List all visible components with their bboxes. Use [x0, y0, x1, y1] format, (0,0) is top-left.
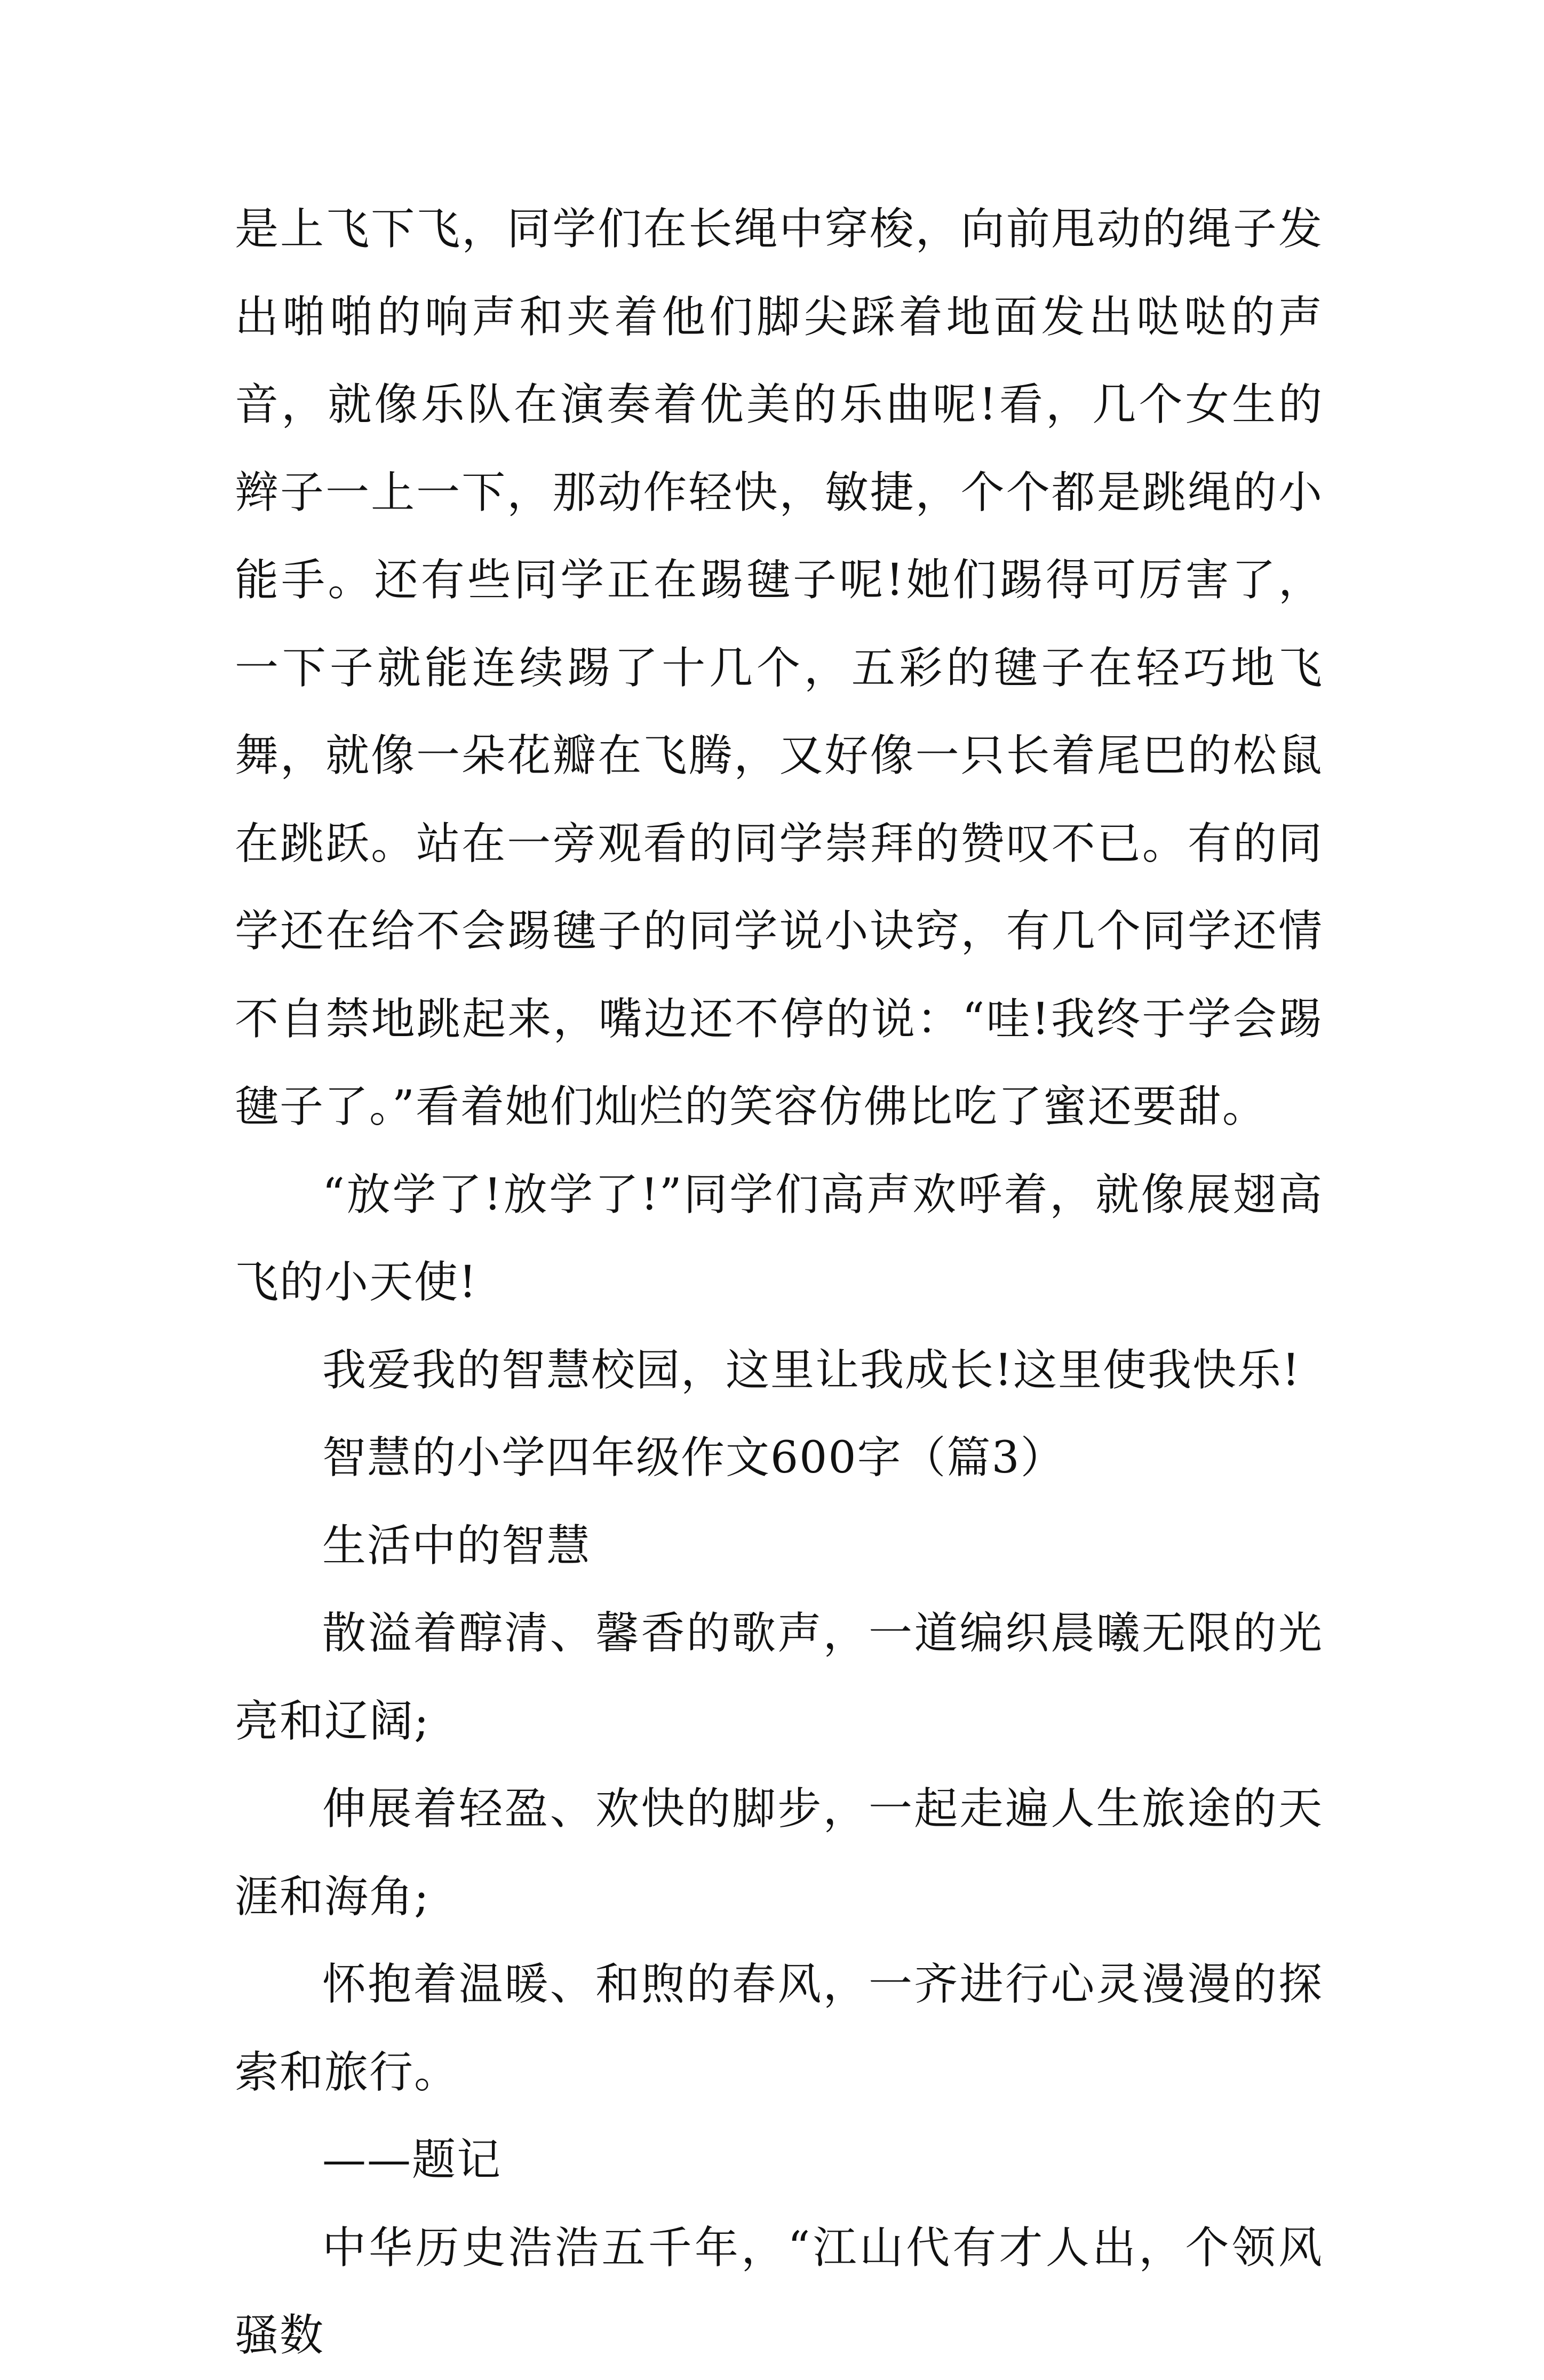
paragraph-dismissal: “放学了!放学了!”同学们高声欢呼着，就像展翅高飞的小天使!: [235, 1169, 1323, 1308]
document-body: [235, 186, 1323, 2380]
epigraph-label: ——题记: [322, 2135, 502, 2185]
paragraph-love-campus: 我爱我的智慧校园，这里让我成长!这里使我快乐!: [322, 1344, 1301, 1396]
poem-line-3: 怀抱着温暖、和煦的春风，一齐进行心灵漫漫的探索和旅行。: [235, 1959, 1323, 2098]
essay-heading: 智慧的小学四年级作文600字（篇3）: [322, 1432, 1065, 1483]
essay-title: 生活中的智慧: [322, 1520, 592, 1571]
paragraph-history: 中华历史浩浩五千年，“江山代有才人出，个领风骚数: [235, 2222, 1323, 2361]
poem-line-1: 散溢着醇清、馨香的歌声，一道编织晨曦无限的光亮和辽阔;: [235, 1608, 1323, 1747]
poem-line-2: 伸展着轻盈、欢快的脚步，一起走遍人生旅途的天涯和海角;: [235, 1784, 1323, 1922]
paragraph-continuation: 是上飞下飞，同学们在长绳中穿梭，向前甩动的绳子发出啪啪的响声和夹着他们脚尖踩着地面发出哒哒的声音，就像乐队在演奏着优美的乐曲呢!看，几个女生的辫子一上一下，那动作轻快，敏捷，个个都是跳绳的小能手。还有些同学正在踢毽子呢!她们踢得可厉害了，一下子就能连续踢了十几个，五彩的毽子在轻巧地飞舞，就像一朵花瓣在飞腾，又好像一只长着尾巴的松鼠在跳跃。站在一旁观看的同学崇拜的赞叹不已。有的同学还在给不会踢毽子的同学说小诀窍，有几个同学还情不自禁地跳起来，嘴边还不停的说：“哇!我终于学会踢毽子了。”看着她们灿烂的笑容仿佛比吃了蜜还要甜。: [235, 204, 1323, 1132]
